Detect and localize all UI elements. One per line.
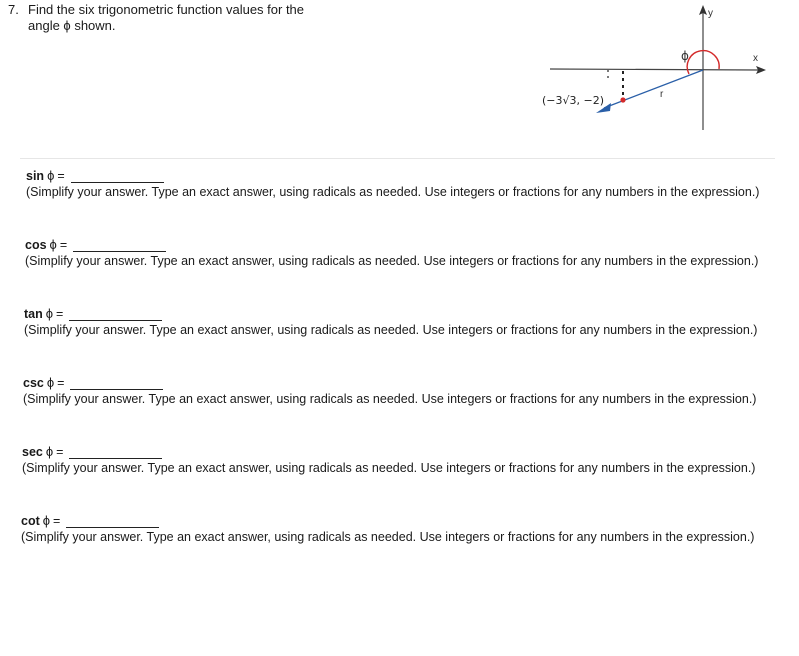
answer-sec — [22, 443, 762, 476]
question-text-line-1: Find the six trigonometric function values for the — [28, 2, 305, 17]
answer-hint: (Simplify your answer. Type an exact answer, using radicals as needed. Use integers or fractions for any numbers in the expression.) — [26, 185, 760, 199]
answer-hint: (Simplify your answer. Type an exact answer, using radicals as needed. Use integers or fractions for any numbers in the expression.) — [25, 254, 759, 268]
sec-answer-input[interactable] — [69, 444, 162, 459]
x-axis-label: x — [753, 53, 758, 64]
function-name: cot — [21, 514, 40, 528]
phi-symbol: ϕ — [42, 513, 51, 528]
terminal-side — [604, 70, 703, 108]
answer-hint: (Simplify your answer. Type an exact answer, using radicals as needed. Use integers or fractions for any numbers in the expression.) — [23, 392, 757, 406]
function-name: sec — [22, 445, 43, 459]
section-divider — [20, 158, 775, 159]
question-text-line-2: angle ϕ shown. — [28, 18, 116, 33]
function-name: cos — [25, 238, 47, 252]
answer-hint: (Simplify your answer. Type an exact answer, using radicals as needed. Use integers or fractions for any numbers in the expression.) — [21, 530, 755, 544]
answer-tan — [24, 305, 764, 338]
equals-sign: = — [56, 445, 64, 459]
y-axis-label: y — [708, 8, 713, 19]
point-label: (−3√3, −2) — [542, 94, 605, 107]
phi-symbol: ϕ — [46, 375, 55, 390]
answer-cot — [21, 512, 761, 545]
phi-symbol: ϕ — [47, 168, 55, 183]
x-axis — [550, 69, 758, 70]
cot-answer-input[interactable] — [66, 513, 159, 528]
csc-answer-input[interactable] — [70, 375, 163, 390]
question-number: 7. — [8, 2, 19, 17]
answer-sin — [26, 167, 766, 200]
answer-cos — [25, 236, 765, 269]
answer-hint: (Simplify your answer. Type an exact answer, using radicals as needed. Use integers or fractions for any numbers in the expression.) — [22, 461, 756, 475]
equals-sign: = — [53, 514, 61, 528]
phi-symbol: ϕ — [45, 444, 54, 459]
tan-answer-input[interactable] — [69, 306, 162, 321]
phi-symbol: ϕ — [45, 306, 54, 321]
phi-symbol: ϕ — [49, 237, 57, 252]
equals-sign: = — [57, 376, 65, 390]
terminal-point — [620, 97, 625, 102]
answer-hint: (Simplify your answer. Type an exact answer, using radicals as needed. Use integers or fractions for any numbers in the expression.) — [24, 323, 758, 337]
angle-label: ϕ — [681, 49, 689, 63]
radius-label: r — [660, 89, 664, 100]
function-name: tan — [24, 307, 43, 321]
question-text — [28, 2, 348, 34]
function-name: sin — [26, 169, 45, 183]
cos-answer-input[interactable] — [73, 237, 166, 252]
sin-answer-input[interactable] — [71, 168, 164, 183]
answer-csc — [23, 374, 763, 407]
function-name: csc — [23, 376, 44, 390]
equals-sign: = — [56, 307, 64, 321]
angle-graph — [530, 0, 799, 140]
equals-sign: = — [59, 238, 68, 252]
equals-sign: = — [57, 169, 65, 183]
